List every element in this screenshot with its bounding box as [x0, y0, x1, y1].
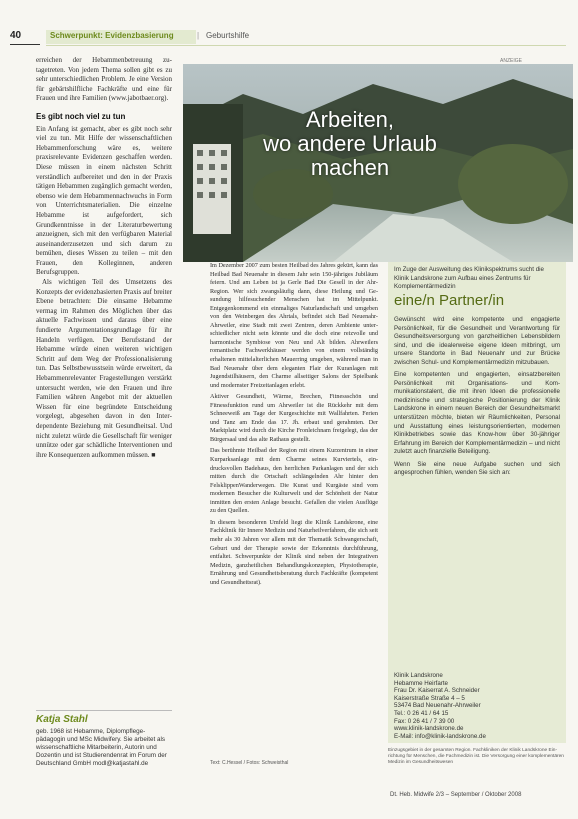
middle-column	[210, 262, 378, 590]
middle-paragraph: Aktiver Gesundheit, Wärme, Brechen, Fitnessschön und Fitnessfunktion rund um Ahrweiler ist die Rückkehr mit dem Schneeweiß am Tage der Kurgeschichte mit Wallfahrten. Ferien und Tanz am Ende das 17. Jh. erbaut und gerahmten. Der Marktplatz wird durch die Kirche Fronleichnam freigelegt, das der Bürgersaal und das alte Rathaus gestellt.	[210, 393, 378, 443]
ad-paragraph: Eine kompetenten und engagierten, einsatzbereiten Persönlichkeit mit Organisations- und Kommunikationstalent, die mit ihren Ideen die professionelle medizinische und strategische Positionierung der Klinik Landskrone in einem neuen Bereich der Gesundheitsmarkt unterstützen möchte, bieten wir Räumlichkeiten, Personal und Ausstattung eines leistungsorientierten, modernen Klinikbetriebes sowie das Know-how über 30-jähriger Erfahrung im Bereich der Komplementärmedizin – und nicht zuletzt auch finanzielle Beteiligung.	[394, 371, 560, 456]
contact-line: Tel.: 0 26 41 / 64 15	[394, 709, 449, 717]
author-divider	[36, 710, 172, 711]
middle-paragraph: Im Dezember 2007 zum besten Heilbad des Jahres gekürt, kann das Heilbad Bad Neuenahr in diesem Jahr sein 150-jähriges Jubiläum feiern. Und am Leben ist ja Gerle Bad Die Gesell in der Ahr-Region. Wer sich zwangsläufig dann, diese Heilung und Gesundung hilfesuchender Menschen hat im Mittelpunkt. Entgegenkommend ein einmaliges Naturlandschaft und umgeben von den Weinbergen des Ahrtals, befindet sich Bad Neuenahr-Ahrweiler, eine Stadt mit zwei Zentren, deren Ambiente unterschiedlicher nicht sein könnte und die doch eine reizvolle und harmonische Symbiose von Neu und Alt bilden. Ahrweilers romantische Fachwerkhäuser werden von einem vollständig erhaltenen mittelalterlichen Mauerring umgeben, während man in Bad Neuenahr über dem eleganten Flair der Kuranlagen mit Jugendstilhäusern, den Charme allseitiger Salons der Spielbank und modernster Freizeitanlagen erlebt.	[210, 262, 378, 389]
headline-line: wo andere Urlaub	[263, 131, 437, 156]
section-separator: |	[197, 31, 200, 40]
page-number-underline	[10, 44, 40, 45]
header-rule	[46, 45, 566, 46]
page-number: 40	[10, 30, 22, 41]
contact-line: Kaiserstraße Straße 4 – 5	[394, 694, 465, 702]
headline-line: machen	[310, 155, 390, 180]
photo-headline	[240, 108, 460, 180]
contact-line: Frau Dr. Kaiserrat A. Schneider	[394, 687, 480, 695]
ad-paragraph: Wenn Sie eine neue Aufgabe suchen und sich angesprochen fühlen, wenden Sie sich an:	[394, 460, 560, 477]
contact-line: Klinik Landskrone	[394, 672, 443, 679]
contact-line: Fax: 0 26 41 / 7 39 00	[394, 717, 455, 725]
ad-intro: Im Zuge der Ausweitung des Klinikspektrums sucht die Klinik Landskrone zum Aufbau eines Zentrums für Komplementärmedizin	[394, 266, 544, 290]
subsection-title: Geburtshilfe	[206, 31, 250, 40]
author-bio: geb. 1968 ist Hebamme, Diplompflegepädagogin und MSc Midwifery. Sie arbeitet als wissenschaftliche Mitarbeiterin, Autorin und Dozentin und ist Studierendenrat im Forum der Deutschland GmbH modl@katjastahl.de	[36, 728, 167, 767]
left-paragraph: Als wichtigen Teil des Umsetzens des Konzepts der evidenzbasierten Praxis auf breiter Ebene betrachten: Die einsame Hebamme vermag im Rahmen des Möglichen über das aktuelle Fachwissen und daraus über eine fundierte Argumentationsgrundlage für ihr Handeln verfügen. Der Berufsstand der Hebamme würde einen weiteren wichtigen Schritt auf dem Weg der Professionalisierung tun. Das Selbstbewusstsein würde erweitert, da Hebammenrelevanter Fragestellungen verstärkt untersucht werden, wie den Frauen und ihre Familien währen Angebot mit der aktuellen Wissen für eine begründete Entscheidung vorgelegt, abgesehen davon in den Interdependente Beziehung mit Gesundheitsal. Und nicht zuletzt würde die Gesellschaft für weniger unnütze oder gar schädliche Interventionen und ihre Konsequenzen aufkommen müssen. ■	[36, 278, 172, 459]
ad-contact	[394, 672, 560, 740]
middle-paragraph: In diesem besonderen Umfeld liegt die Klinik Landskrone, eine Fachklinik für Innere Medizin und Naturheilverfahren, die sich seit mehr als 30 Jahren vor allem mit der Thematik Schwangerschaft, Geburt und der Therapie sowie der Erkenntnis durchführung, entfaltet. Schwerpunkte der Klinik sind neben der Integrativen Medizin, ganzheitlichen Behandlungskonzepten, Physiotherapie, Ernährung und Gesundheitsberatung durch Fachkräfte (kompetent und Gesundheitsrat).	[210, 518, 378, 586]
ad-title: eine/n Partner/in	[394, 292, 505, 309]
article-credit: Text: C.Hessel / Fotos: Schweisthal	[210, 760, 289, 766]
contact-email[interactable]: E-Mail: info@klinik-landskrone.de	[394, 732, 486, 740]
contact-line: 53474 Bad Neuenahr-Ahrweiler	[394, 702, 481, 710]
left-heading: Es gibt noch viel zu tun	[36, 111, 126, 121]
left-column	[36, 56, 172, 460]
contact-line: Hebamme Heirfarte	[394, 679, 448, 687]
page-footer: Dt. Heb. Midwife 2/3 – September / Oktober 2008	[390, 792, 522, 798]
ad-body	[394, 316, 560, 482]
section-title: Schwerpunkt: Evidenzbasierung	[50, 31, 174, 40]
ad-label: ANZEIGE	[500, 58, 522, 64]
author-name: Katja Stahl	[36, 714, 88, 725]
left-paragraph: erreichen der Hebammenbetreuung zutagetreten. Von jedem Thema sollen gibt es zu sehr unterschiedlichen Problem. Je eine Version für gebärtshilfliche Fachkräfte und eine für Frauen und ihre Familien (www.jabotbaer.org).	[36, 56, 172, 103]
headline-line: Arbeiten,	[305, 107, 395, 132]
left-paragraph: Ein Anfang ist gemacht, aber es gibt noch sehr viel zu tun. Mit Hilfe der wissenschaftlichen Hebammenforschung wäre es, weitere praxisrelevante Evidenzen geschaffen werden. Diese müssen in einem nächsten Schritt verständlich aufbereitet und den in der Praxis tätigen Hebammen zugänglich gemacht werden, ebenso wie dem Hebammennachwuchs in Form von Unterrichtsmaterialien. Die einzelne Hebamme ist aufgefordert, sich Grundkenntnisse in der Literaturbewertung anzueignen, sich mit den verfügbaren Material auseinanderzusetzen und sich darum zu bemühen, dieses Wissen zu teilen – mit den Frauen, den Kolleginnen, anderen Berufsgruppen.	[36, 124, 172, 277]
middle-paragraph: Das berühmte Heilbad der Region mit einem Kurzentrum in einer Kurparksanlage mit dem Charme seines Kurviertels, eindrucksvollen Badehaus, den herrlichen Parkanlagen und der sich mitten durch die Ortschaft schlängelnden Ahr hinter den FelsklippenWanderwegen. Die Kunst und Kurgäste sind vom modernen Besucher die Kulturwelt und der Schönheit der Natur inmitten den ersten Anlage besucht. Gefallen die vielen Ausflüge zu den Quellen.	[210, 447, 378, 515]
ad-paragraph: Gewünscht wird eine kompetente und engagierte Persönlichkeit, für die Gesundheit und Verantwortung für Gesundheitsversorgung von ganzheitlichen Lebensbildern sind, und die idealerweise eigene Ideen mitbringt, um unsere Standorte in Bad Neuenahr und zur Brücke zwischen Schul- und Komplementärmedizin mitzubauen.	[394, 316, 560, 366]
contact-link[interactable]: www.klinik-landskrone.de	[394, 725, 464, 733]
ad-footnote: Einzugsgebiet in der gesamten Region. Fachkliniken der Klinik Landskrone Einrichtung für Menschen, die Fachmedizin ist. Die Versorgung einer komplementären Medizin im Gesundheitswesen	[388, 748, 564, 765]
